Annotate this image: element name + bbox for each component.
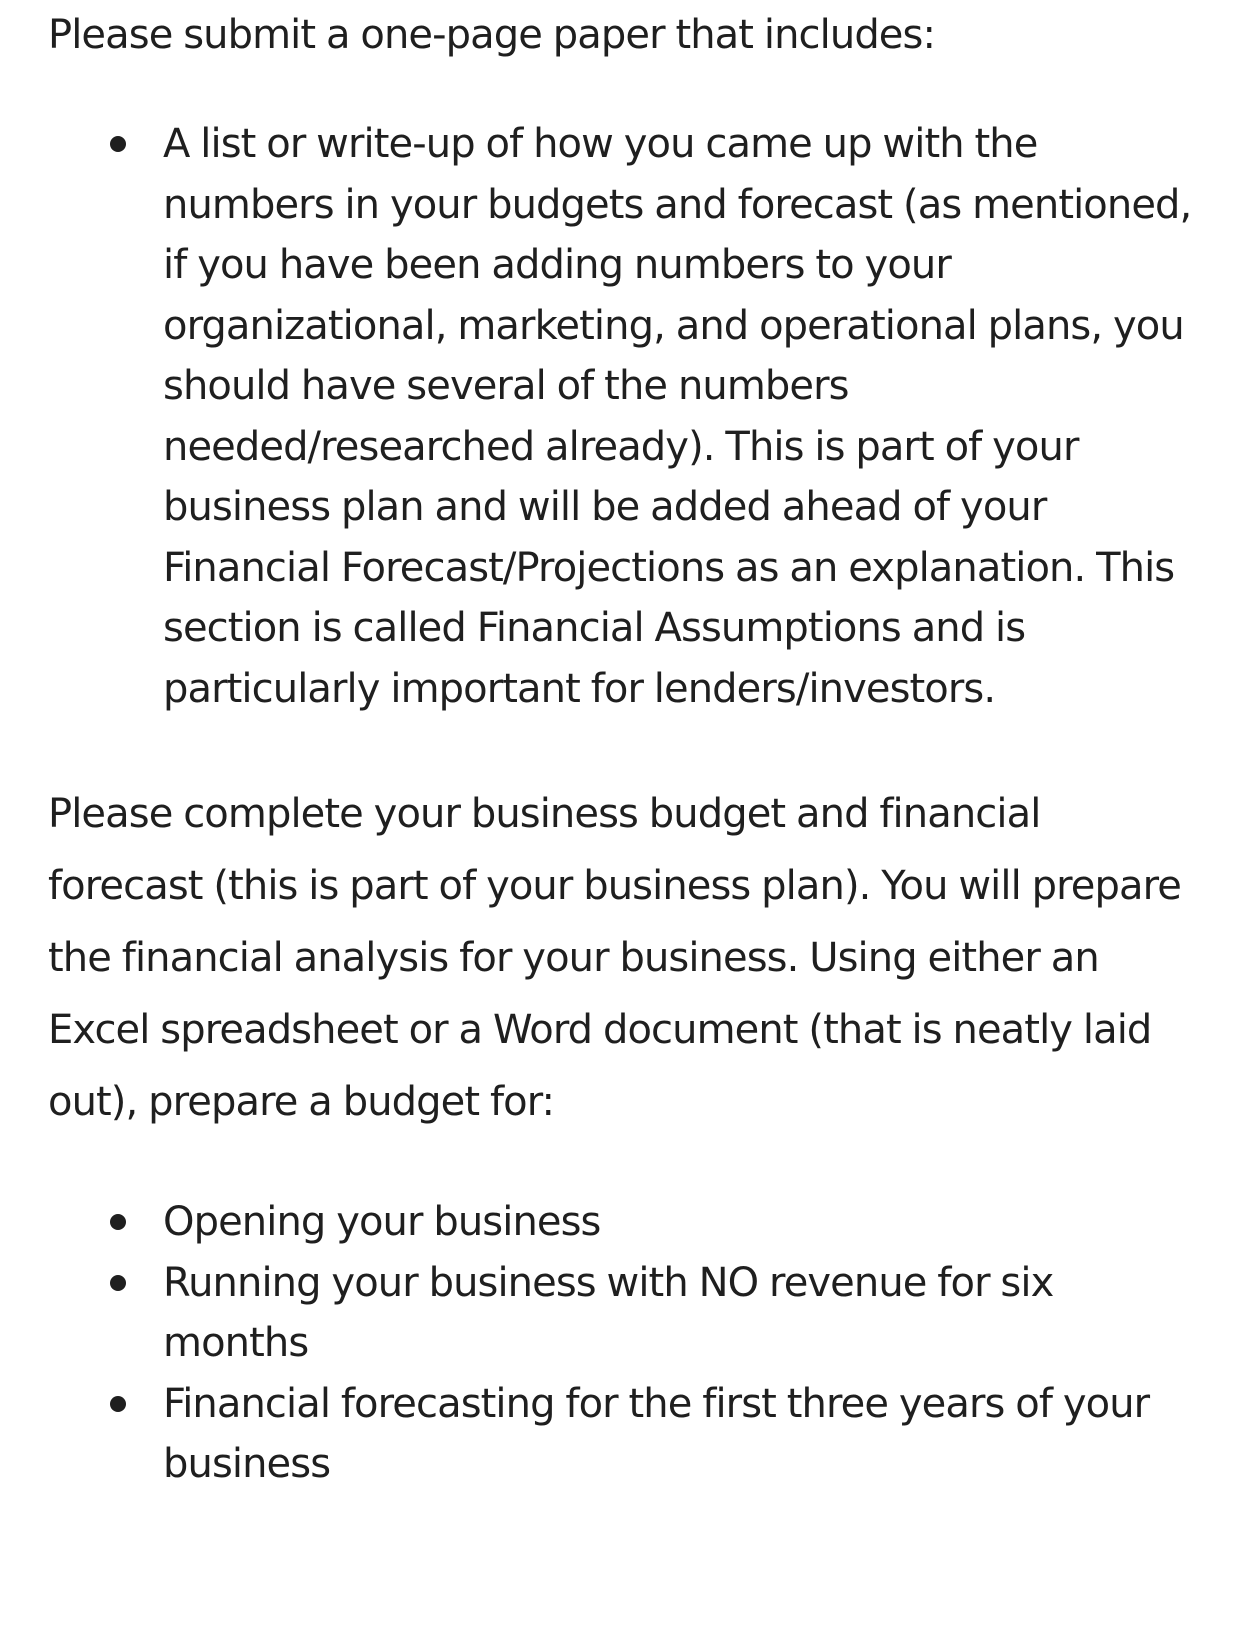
bullet-icon	[110, 1214, 126, 1230]
requirements-list	[48, 114, 1197, 719]
list-item-text: Financial forecasting for the first three years of your business	[163, 1380, 1150, 1487]
list-item	[48, 114, 1197, 719]
bullet-icon	[110, 1396, 126, 1412]
list-item-text: A list or write-up of how you came up with the numbers in your budgets and forecast (as mentioned, if you have been adding numbers to your organizational, marketing, and operational plans, you should have several of the numbers needed/researched already). This is part of your business plan and will be added ahead of your Financial Forecast/Projections as an explanation. This section is called Financial Assumptions and is particularly important for lenders/investors.	[163, 121, 1192, 712]
instructions-paragraph: Please complete your business budget and financial forecast (this is part of your business plan). You will prepare the financial analysis for your business. Using either an Excel spreadsheet or a Word document (that is neatly laid out), prepare a budget for:	[48, 791, 1181, 1125]
intro-text: Please submit a one-page paper that includes:	[48, 12, 936, 58]
bullet-icon	[110, 1275, 126, 1291]
bullet-icon	[110, 136, 126, 152]
list-item-text: Opening your business	[163, 1199, 601, 1245]
list-item	[48, 1253, 1197, 1374]
budget-list	[48, 1192, 1197, 1495]
list-item	[48, 1374, 1197, 1495]
list-item	[48, 1192, 1197, 1253]
list-item-text: Running your business with NO revenue for six months	[163, 1259, 1054, 1366]
